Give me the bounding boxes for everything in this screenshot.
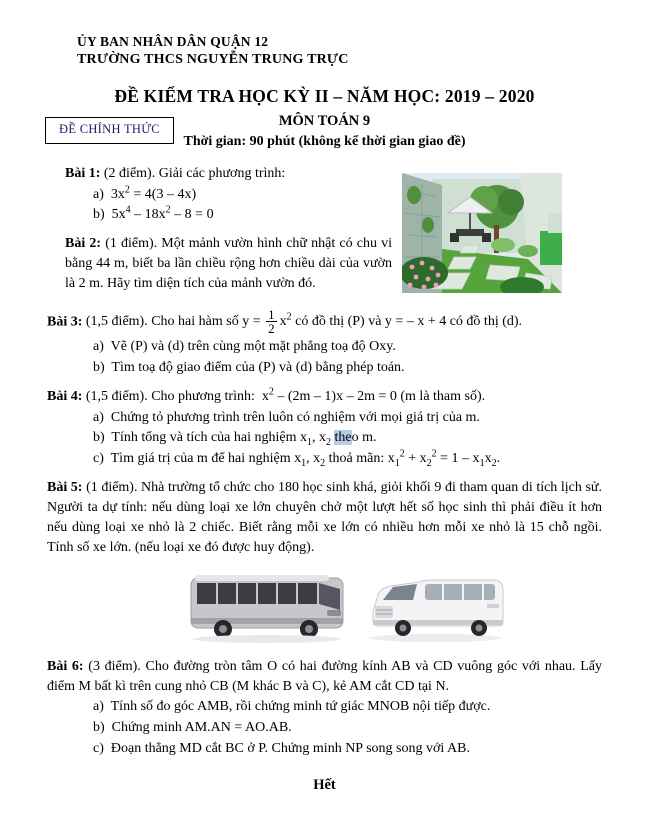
garden-photo — [402, 173, 562, 293]
problem-2-label: Bài 2: — [65, 236, 102, 252]
problem-5 — [47, 478, 602, 558]
minibus — [369, 580, 503, 642]
official-exam-stamp-box — [45, 117, 174, 144]
department-name: ỦY BAN NHÂN DÂN QUẬN 12 — [77, 34, 269, 49]
problem-6-item-b: b) Chứng minh AM.AN = AO.AB. — [93, 720, 292, 736]
problem-4 — [47, 387, 602, 407]
subject-block — [47, 111, 602, 151]
problem-4-item-a: a) Chứng tỏ phương trình trên luôn có nghiệm với mọi giá trị của m. — [93, 409, 480, 425]
problem-3 — [47, 308, 602, 336]
problem-3-intro: (1,5 điểm). Cho hai hàm số y = $\frac{1}{2}$ $x^2$ có đồ thị (P) và y = – x + 4 có đồ thị (d). — [82, 306, 523, 337]
problem-6 — [47, 657, 602, 697]
official-exam-label: ĐỀ CHÍNH THỨC — [59, 122, 160, 137]
problem-1-label: Bài 1: — [65, 165, 101, 181]
problem-3-item-b: b) Tìm toạ độ giao điểm của (P) và (d) bằng phép toán. — [93, 359, 405, 375]
problem-6-item-c: c) Đoạn thẳng MD cắt BC ở P. Chứng minh NP song song với AB. — [93, 741, 470, 757]
problem-2-intro: (1 điểm). Một mảnh vườn hình chữ nhật có chu vi bằng 44 m, biết ba lần chiều rộng hơn chiều dài của vườn là 2 m. Hãy tìm diện tích của mảnh vườn đó. — [65, 236, 392, 292]
subject-name: MÔN TOÁN 9 — [278, 113, 371, 130]
problem-1-item-a: a) $3x^2 = 4(3 - 4x)$ — [93, 183, 197, 202]
school-name: TRƯỜNG THCS NGUYỄN TRUNG TRỰC — [77, 51, 349, 67]
problem-1-item-b: b) $5x^4 - 18x^2 - 8 = 0$ — [93, 204, 214, 223]
problem-4-label: Bài 4: — [47, 388, 83, 404]
bus-and-minibus-photo — [187, 566, 509, 648]
problem-3-item-a: a) Vẽ (P) và (d) trên cùng một mặt phẳng toạ độ Oxy. — [93, 338, 396, 354]
header-org — [77, 34, 602, 68]
problem-4-item-c: c) Tìm giá trị của m để hai nghiệm $x_1$, $x_2$ thoả mãn: $x_1^2 + x_2^2 = 1 - x_1x_2$. — [93, 448, 501, 470]
problem-4-intro: (1,5 điểm). Cho phương trình: $x^2 - (2m - 1)x - 2m = 0$ (m là tham số). — [82, 386, 486, 404]
problem-6-intro: (3 điểm). Cho đường tròn tâm O có hai đường kính AB và CD vuông góc với nhau. Lấy điểm M bất kì trên cung nhỏ CB (M khác B và C), kẻ AM cắt CD tại N. — [47, 658, 603, 694]
large-coach — [191, 575, 343, 643]
problem-5-label: Bài 5: — [47, 480, 83, 496]
problem-4-item-b: b) Tính tổng và tích của hai nghiệm $x_1$, $x_2$ theo m. — [93, 430, 377, 449]
problem-3-label: Bài 3: — [47, 314, 83, 330]
exam-title: ĐỀ KIỂM TRA HỌC KỲ II – NĂM HỌC: 2019 – 2020 — [114, 86, 535, 107]
problem-4-items — [47, 408, 602, 470]
end-of-exam-label: Hết — [313, 777, 336, 794]
problem-6-label: Bài 6: — [47, 658, 84, 674]
section-problems-1-2 — [65, 164, 602, 299]
exam-duration: Thời gian: 90 phút (không kể thời gian giao đề) — [183, 133, 466, 149]
problem-6-items — [47, 697, 602, 759]
problem-3-items — [47, 337, 602, 378]
problem-5-intro: (1 điểm). Nhà trường tổ chức cho 180 học sinh khá, giỏi khối 9 đi tham quan di tích lịch sử. Người ta dự tính: nếu dùng loại xe lớn chuyên chở một lượt hết số học sinh thì phải điều ít hơn nếu dùng loại xe nhỏ là 2 chiếc. Biết rằng mỗi xe lớn có nhiều hơn mỗi xe nhỏ là 15 chỗ ngồi. Tính số xe lớn. (nếu loại xe đó được huy động). — [47, 480, 603, 555]
problem-6-item-a: a) Tính số đo góc AMB, rồi chứng minh tứ giác MNOB nội tiếp được. — [93, 699, 491, 715]
problem-1-intro: (2 điểm). Giải các phương trình: — [100, 165, 286, 181]
